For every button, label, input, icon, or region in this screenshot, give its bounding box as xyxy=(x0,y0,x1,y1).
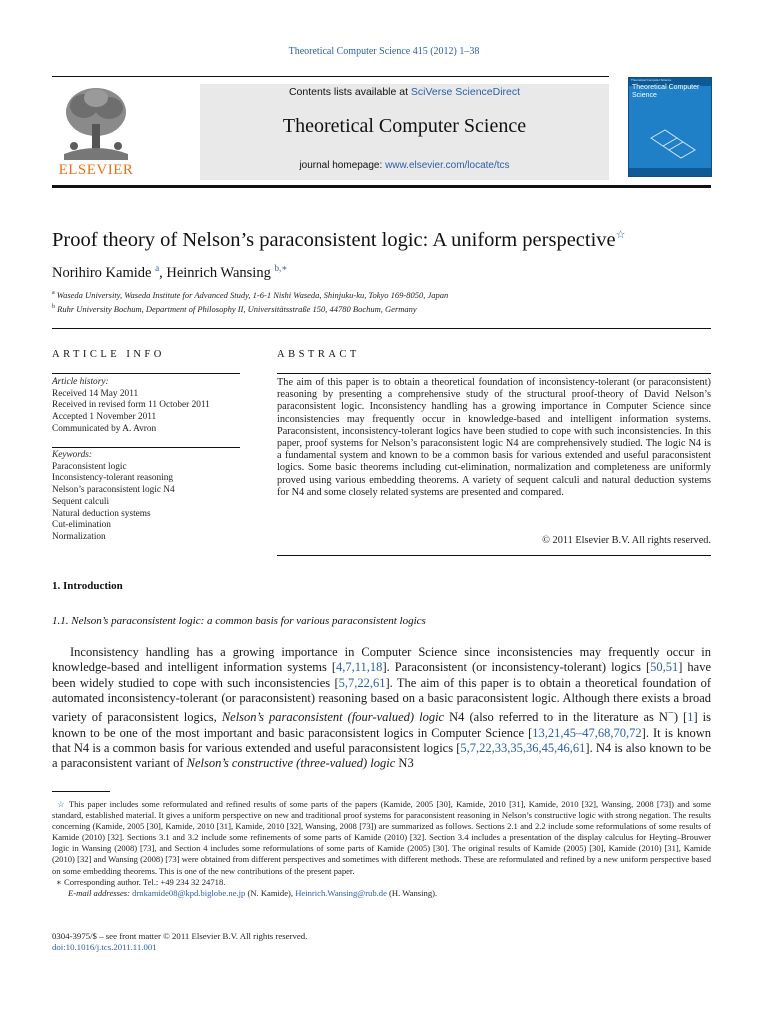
para-emphasis: Nelson’s constructive (three-valued) logic xyxy=(186,756,396,771)
subsection-heading: 1.1. Nelson’s paraconsistent logic: a common basis for various paraconsistent logics xyxy=(52,615,426,627)
para-text: ]. The aim of this paper is to obtain a theoretical foundation of automated inconsistency-tolerant (or paraconsistent) reasoning based on a basic paraconsistent logic. Although there exists a broad variety of paraconsistent logics, xyxy=(52,675,711,725)
para-text: ) [ xyxy=(673,710,688,725)
para-text: N4 (also referred to in the literature as N xyxy=(444,710,668,725)
email-kamide-who: (N. Kamide), xyxy=(245,887,296,898)
elsevier-tree-icon xyxy=(54,80,138,162)
email-wansing-who: (H. Wansing). xyxy=(386,887,438,898)
cover-header-text: Theoretical Computer Science xyxy=(631,78,672,82)
journal-homepage xyxy=(200,160,609,171)
author2-affiliation-mark[interactable]: b,∗ xyxy=(274,263,288,273)
footnote-star-text: This paper includes some reformulated and refined results of some parts of the papers (Kamide, 2005 [30], Kamide, 2010 [31], Kamide, 2010 [32], Wansing, 2008 [73]) and some standard, established material. It gives a uniform perspective on new and traditional proof systems for paraconsistent reasoning in Nelson’s constructive logic with strong negation. The results concerning (Kamide, 2005 [30], Kamide, 2010 [31], Kamide, 2010 [32], Wansing, 2008 [73]) are summarized as follows. Sections 2.1 and 2.2 include some reformulations of some results of Kamide (2010) [32]. Sections 3.1 and 3.2 include some refinements of some parts of Kamide (2010) [32]. Section 3.4 includes a presentation of the display calculus for Heyting–Brouwer logic in Wansing (2008) [73], and Section 4 includes some reformulations of some parts of Kamide (2005) [30]. The original results of Kamide (2005) [30], Kamide (2010) [31], Kamide (2010) [32] and Wansing (2008) [73] were obtained from different perspectives and sometimes with different methods. These are reformulated and refined by a new uniform perspective based on some embedding theorems. This is one of the new contributions of the present paper. xyxy=(52,799,711,876)
keywords-rule xyxy=(52,447,240,448)
affiliation-a-mark: a xyxy=(52,290,55,297)
homepage-prefix: journal homepage: xyxy=(299,160,386,171)
history-label: Article history: xyxy=(52,377,109,387)
contents-line xyxy=(200,86,609,98)
citation-link[interactable]: 13,21,45–47,68,70,72 xyxy=(532,725,642,740)
cover-title: Theoretical Computer Science xyxy=(632,84,700,99)
masthead-bottom-rule xyxy=(52,185,711,188)
footnote-rule xyxy=(52,791,110,792)
contents-prefix: Contents lists available at xyxy=(288,86,411,98)
para-text: Inconsistency handling has a growing importance in Computer Science since inconsistencies may frequently occur in knowledge-based and intelligent information systems [ xyxy=(52,645,711,675)
keyword-item: Paraconsistent logic xyxy=(52,461,127,472)
footnote-corr-mark: ∗ xyxy=(56,876,62,887)
citation-link[interactable]: 5,7,22,33,35,36,45,46,61 xyxy=(460,740,586,755)
citation-link[interactable]: 50,51 xyxy=(650,660,679,675)
history-communicated: Communicated by A. Avron xyxy=(52,423,157,434)
author1-affiliation-mark[interactable]: a xyxy=(155,263,160,273)
footnote-corr-text: Corresponding author. Tel.: +49 234 32 24718. xyxy=(64,876,226,887)
para-emphasis: Nelson’s paraconsistent (four-valued) logic xyxy=(221,710,445,725)
history-revised: Received in revised form 11 October 2011 xyxy=(52,400,210,411)
doi-link[interactable]: doi:10.1016/j.tcs.2011.11.001 xyxy=(52,942,157,953)
affiliation-a-text: Waseda University, Waseda Institute for Advanced Study, 1-6-1 Nishi Waseda, Shinjuku-ku, Tokyo 169-8050, Japan xyxy=(56,290,449,300)
title-footnote-mark[interactable]: ☆ xyxy=(615,229,626,241)
article-info-rule xyxy=(52,373,240,374)
citation-link[interactable]: 5,7,22,61 xyxy=(338,675,386,690)
abstract-heading: ABSTRACT xyxy=(277,349,360,360)
footnote-corresponding xyxy=(52,877,711,888)
history-received: Received 14 May 2011 xyxy=(52,388,139,399)
footnote-star xyxy=(52,799,711,877)
masthead-top-rule xyxy=(52,76,609,77)
footnote-emails xyxy=(52,888,711,899)
keywords-list xyxy=(52,450,240,544)
article-history xyxy=(52,377,240,436)
journal-reference[interactable]: Theoretical Computer Science 415 (2012) 1–38 xyxy=(288,46,480,57)
article-info-heading: ARTICLE INFO xyxy=(52,349,165,360)
para-text: N3 xyxy=(395,756,414,771)
affiliation-a xyxy=(52,290,448,300)
abstract-top-rule xyxy=(277,373,711,374)
para-text: ] is known to be one of the most important and basic paraconsistent logics in Computer Science [ xyxy=(52,710,712,740)
para-text: ] have been widely studied to cope with such inconsistencies [ xyxy=(52,660,712,690)
abstract-bottom-rule xyxy=(277,555,711,556)
header-divider xyxy=(52,328,711,329)
author-kamide: Norihiro Kamide xyxy=(52,264,152,281)
sciencedirect-link[interactable]: SciVerse ScienceDirect xyxy=(410,86,521,98)
author-list xyxy=(52,263,287,282)
affiliation-b xyxy=(52,304,417,314)
keyword-item: Sequent calculi xyxy=(52,496,110,507)
para-text: ]. Paraconsistent (or inconsistency-tolerant) logics [ xyxy=(382,660,651,675)
citation-link[interactable]: 4,7,11,18 xyxy=(336,660,383,675)
affiliation-b-text: Ruhr University Bochum, Department of Philosophy II, Universitätsstraße 150, 44780 Bochum, Germany xyxy=(57,304,417,314)
keywords-label: Keywords: xyxy=(52,450,92,460)
history-accepted: Accepted 1 November 2011 xyxy=(52,412,157,423)
footnotes xyxy=(52,799,711,899)
affiliation-b-mark: b xyxy=(52,304,55,311)
author-separator: , xyxy=(159,264,167,281)
homepage-link[interactable]: www.elsevier.com/locate/tcs xyxy=(385,160,510,171)
section-heading-introduction: 1. Introduction xyxy=(52,580,123,592)
author-wansing: Heinrich Wansing xyxy=(166,264,271,281)
para-text: ]. It is known that N4 is a common basis for various extended and useful paraconsistent logics [ xyxy=(52,725,711,755)
keyword-item: Cut-elimination xyxy=(52,520,111,531)
keyword-item: Nelson’s paraconsistent logic N4 xyxy=(52,485,175,496)
publisher-name: ELSEVIER xyxy=(58,162,134,178)
email-kamide-link[interactable]: drnkamide08@kpd.biglobe.ne.jp xyxy=(132,887,246,898)
abstract-text: The aim of this paper is to obtain a theoretical foundation of inconsistency-tolerant (or paraconsistent) reasoning by presenting a comprehensive study of the structural proof-theory of David Nelson’s paraconsistent logic. Inconsistency handling has a growing importance in Computer Science since inconsistencies may frequently occur in knowledge-based and intelligent information systems. Paraconsistent, inconsistency-tolerant logics have been studied to cope with such inconsistencies. In this paper, proof systems for Nelson’s paraconsistent logic N4 are comprehensively studied. The logic N4 is a fundamental system and known to be a common basis for various extended and useful paraconsistent logics. Some basic theorems including cut-elimination, normalization and completeness are uniformly proved using various embedding theorems. A variety of sequent calculi and natural deduction systems for N4 and some closely related systems are presented and compared. xyxy=(277,377,711,498)
issn-line: 0304-3975/$ – see front matter © 2011 Elsevier B.V. All rights reserved. xyxy=(52,931,308,941)
paper-title xyxy=(52,229,732,252)
citation-link[interactable]: 1 xyxy=(687,710,694,725)
para-superscript: − xyxy=(667,708,674,720)
keyword-item: Natural deduction systems xyxy=(52,508,151,519)
email-wansing-link[interactable]: Heinrich.Wansing@rub.de xyxy=(295,887,387,898)
abstract-copyright: © 2011 Elsevier B.V. All rights reserved. xyxy=(542,535,711,546)
email-label: E-mail addresses: xyxy=(68,887,130,898)
keyword-item: Normalization xyxy=(52,531,106,542)
journal-title: Theoretical Computer Science xyxy=(282,115,527,137)
front-matter-info xyxy=(52,931,307,954)
paper-title-text: Proof theory of Nelson’s paraconsistent logic: A uniform perspective xyxy=(52,229,616,251)
introduction-paragraph xyxy=(52,645,711,772)
keyword-item: Inconsistency-tolerant reasoning xyxy=(52,473,174,484)
footnote-star-mark: ☆ xyxy=(56,799,66,809)
para-text: ]. N4 is also known to be a paraconsistent variant of xyxy=(52,740,711,771)
